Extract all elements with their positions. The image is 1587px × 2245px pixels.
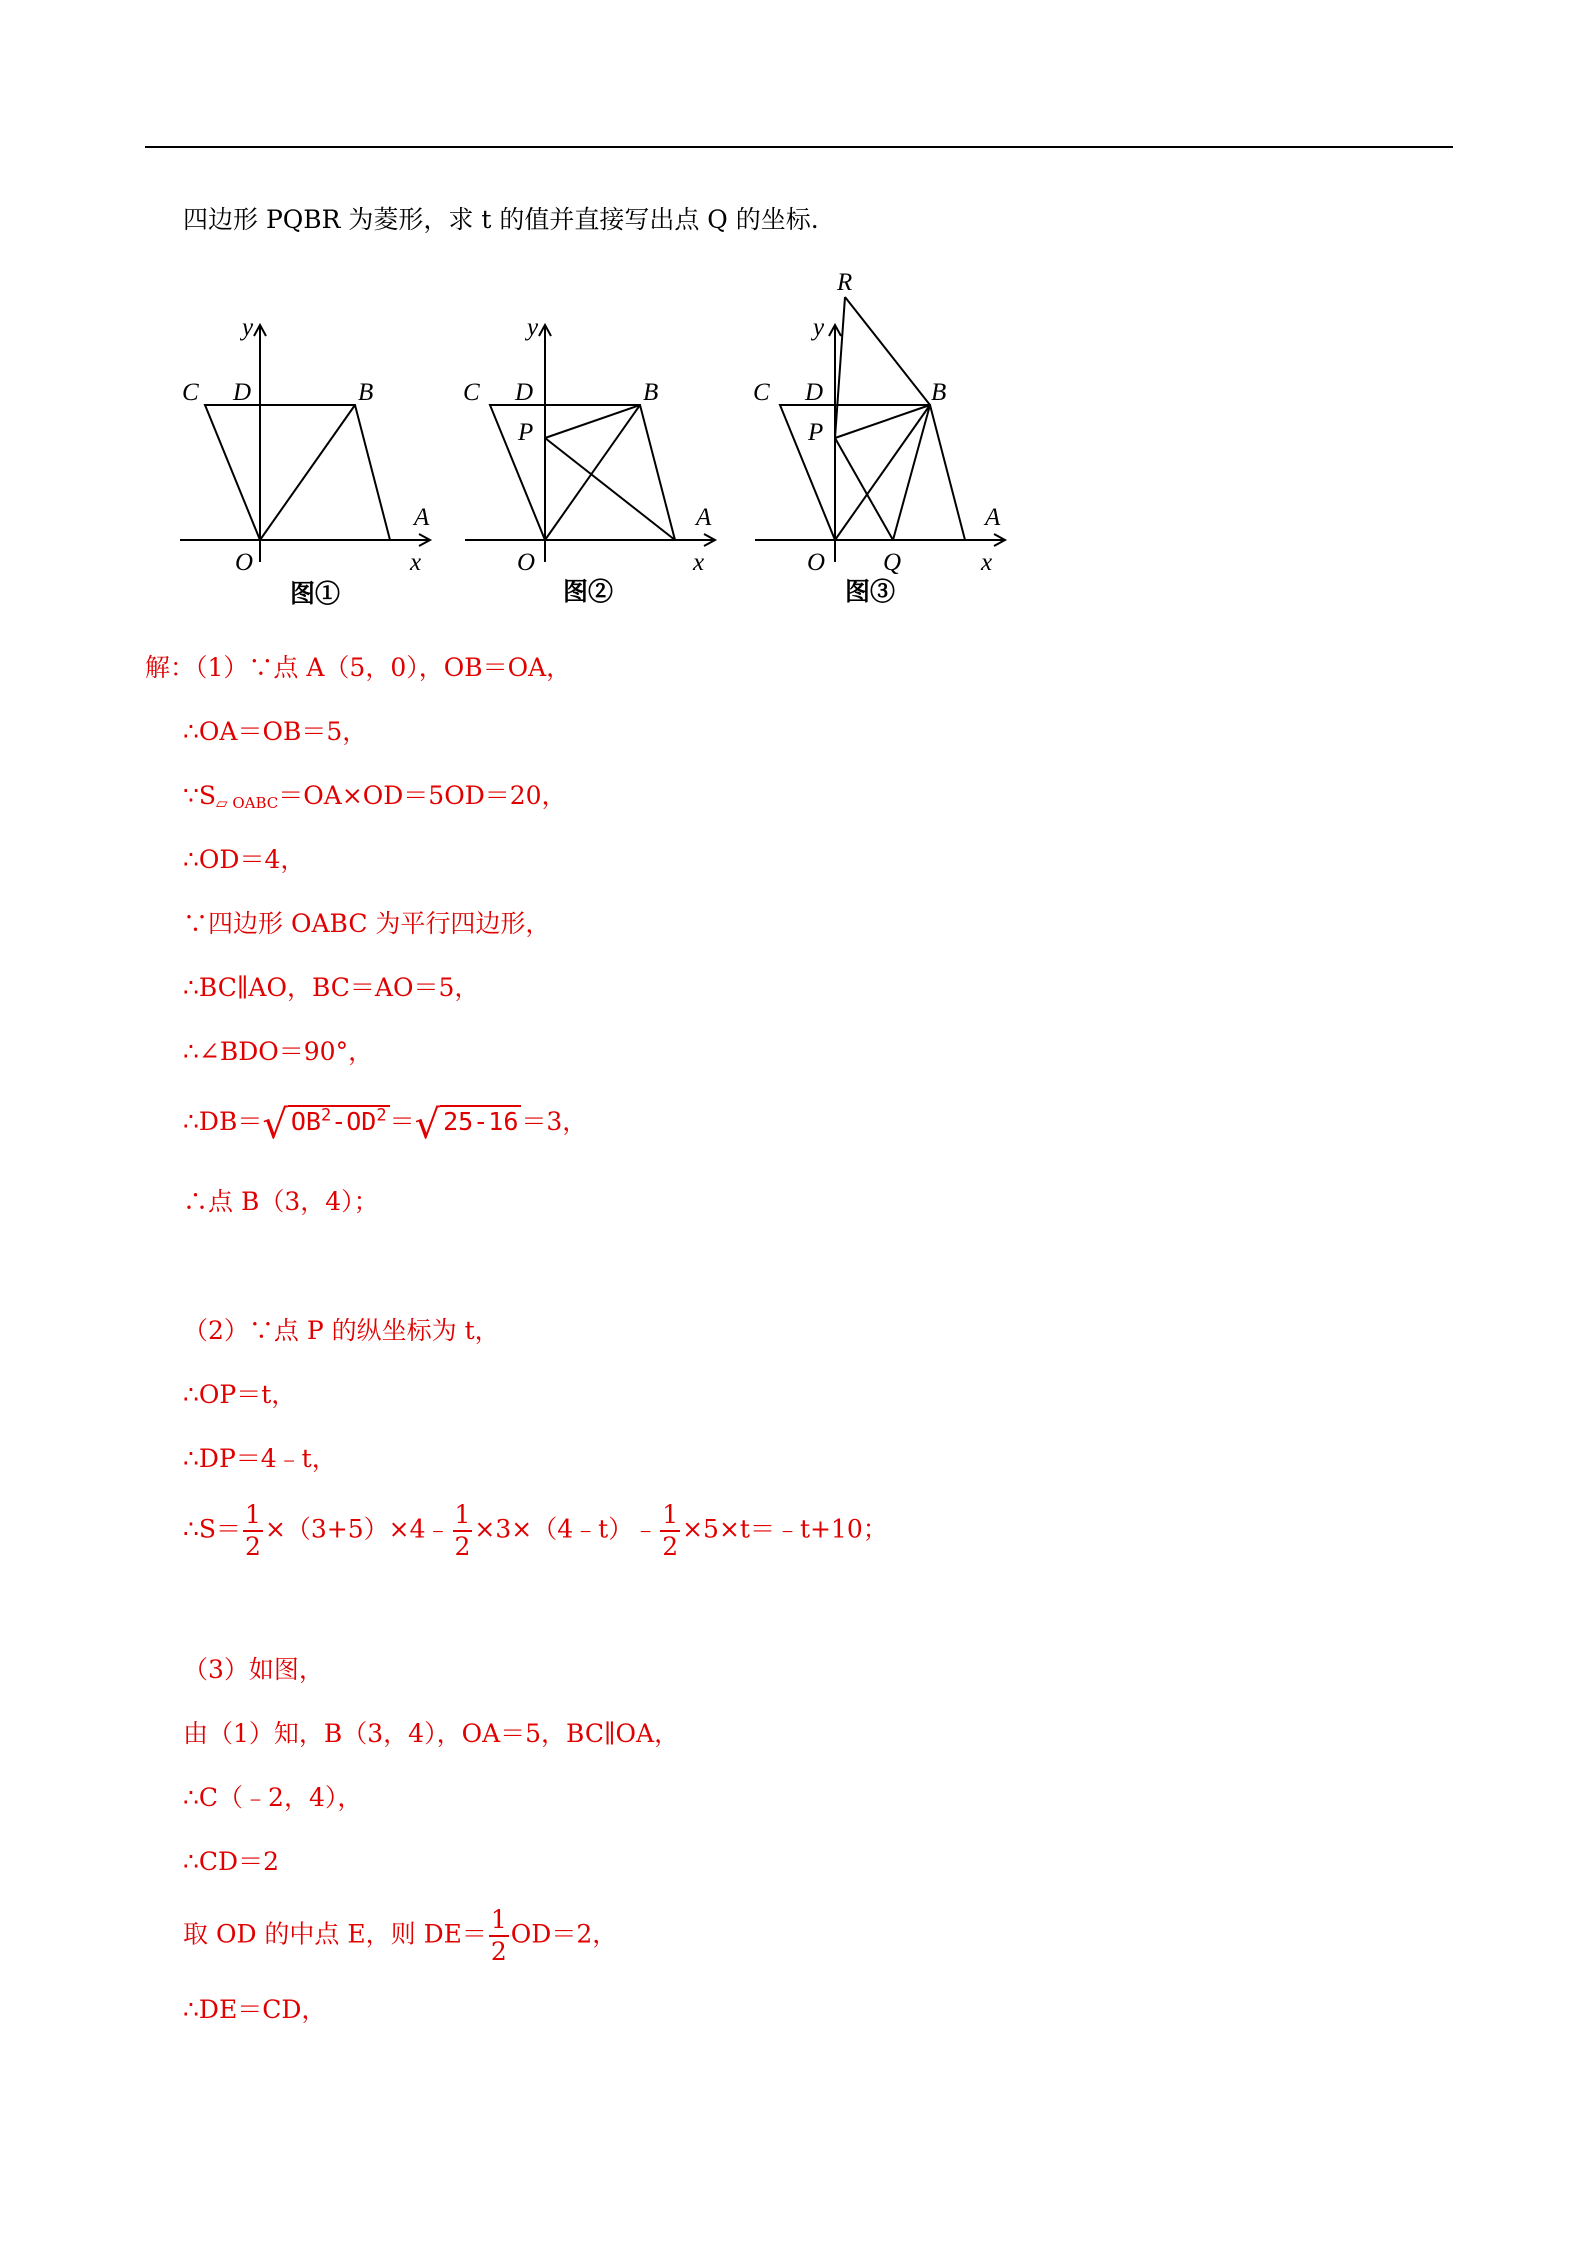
problem-statement: 四边形 PQBR 为菱形，求 t 的值并直接写出点 Q 的坐标. [183,205,819,234]
label-d: D [805,379,824,406]
caption-2: 图② [563,579,614,606]
sqrt-ob-od: √ $OB^2-OD^2$ [262,1105,389,1145]
label-x: x [981,549,993,576]
parallelogram-oabc [205,405,390,540]
label-o: O [517,549,536,576]
label-o: O [807,549,826,576]
solution-line-19: ∴DE＝CD， [183,1995,327,2024]
label-x: x [693,549,705,576]
segment-rb [845,297,930,405]
segment-pq [835,438,893,540]
area-expression: ＝OA×OD＝5OD＝20， [278,781,567,810]
solution-line-13: ∴S＝ $\frac{1}{2}$ ×（3+5）×4﹣ $\frac{1}{2}$ ×3×（4﹣t）﹣ $\frac{1}{2}$ ×5×t＝﹣t+10； [183,1500,888,1561]
label-x: x [410,549,422,576]
figure-1 [170,270,470,610]
label-p: P [808,419,824,446]
label-c: C [753,379,770,406]
solution-line-6: ∴BC∥AO，BC＝AO＝5， [183,973,480,1002]
equals: ＝ [389,1107,415,1136]
header-rule [145,146,1453,148]
segment-pb [545,405,640,438]
solution-line-18 [183,1905,617,1967]
label-o: O [235,549,254,576]
solution-line-9: ∴点 B（3，4）； [183,1187,379,1216]
segment-pb [835,405,930,438]
caption-3: 图③ [845,579,896,606]
segment-ob [260,405,355,540]
fraction-half: $\frac{1}{2}$ [245,1500,261,1561]
label-y: y [813,314,825,341]
label-q: Q [883,549,902,576]
db-prefix: ∴DB＝ [183,1107,263,1136]
label-d: D [233,379,252,406]
s-prefix: ∴S＝ [183,1514,242,1544]
sqrt-25-16: √ 25-16 [415,1105,522,1145]
label-y: y [527,314,539,341]
segment-qb [893,405,930,540]
solution-line-4: ∴OD＝4， [183,845,306,874]
segment-rp [835,297,845,438]
caption-1: 图① [290,581,341,608]
solution-line-7: ∴∠BDO＝90°， [183,1037,374,1066]
label-p: P [518,419,534,446]
solution-line-10: （2）∵点 P 的纵坐标为 t， [183,1316,500,1345]
figure-3 [745,255,1045,615]
db-result: ＝3， [521,1107,588,1136]
label-a: A [985,504,1001,531]
fraction-half: $\frac{1}{2}$ [662,1500,679,1561]
midpoint-text: 取 OD 的中点 E，则 DE＝ [183,1919,487,1949]
area-subscript: ▱ OABC [216,794,279,812]
label-y: y [242,314,254,341]
label-b: B [358,379,374,406]
figure-2 [455,270,755,610]
solution-line-12: ∴DP＝4﹣t， [183,1444,337,1473]
solution-line-5: ∵四边形 OABC 为平行四边形， [183,909,551,938]
label-b: B [643,379,659,406]
area-symbol: ∵S [183,781,217,810]
fraction-half: $\frac{1}{2}$ [454,1500,471,1561]
de-result: OD＝2， [510,1919,618,1949]
solution-line-17: ∴CD＝2 [183,1847,279,1876]
solution-line-15: 由（1）知，B（3，4），OA＝5，BC∥OA， [183,1719,680,1748]
label-d: D [515,379,534,406]
label-c: C [463,379,480,406]
label-a: A [696,504,712,531]
label-a: A [414,504,430,531]
label-c: C [182,379,199,406]
solution-line-16: ∴C（﹣2，4）， [183,1783,363,1812]
solution-line-11: ∴OP＝t， [183,1380,297,1409]
label-r: R [837,269,853,296]
solution-line-1: 解：（1）∵点 A（5，0），OB＝OA， [145,653,572,682]
label-b: B [931,379,947,406]
solution-line-3 [183,781,567,812]
segment-pa [545,438,675,540]
solution-line-14: （3）如图， [183,1655,324,1684]
solution-line-2: ∴OA＝OB＝5， [183,717,368,746]
solution-line-8 [183,1102,588,1148]
fraction-half: $\frac{1}{2}$ [490,1905,507,1966]
